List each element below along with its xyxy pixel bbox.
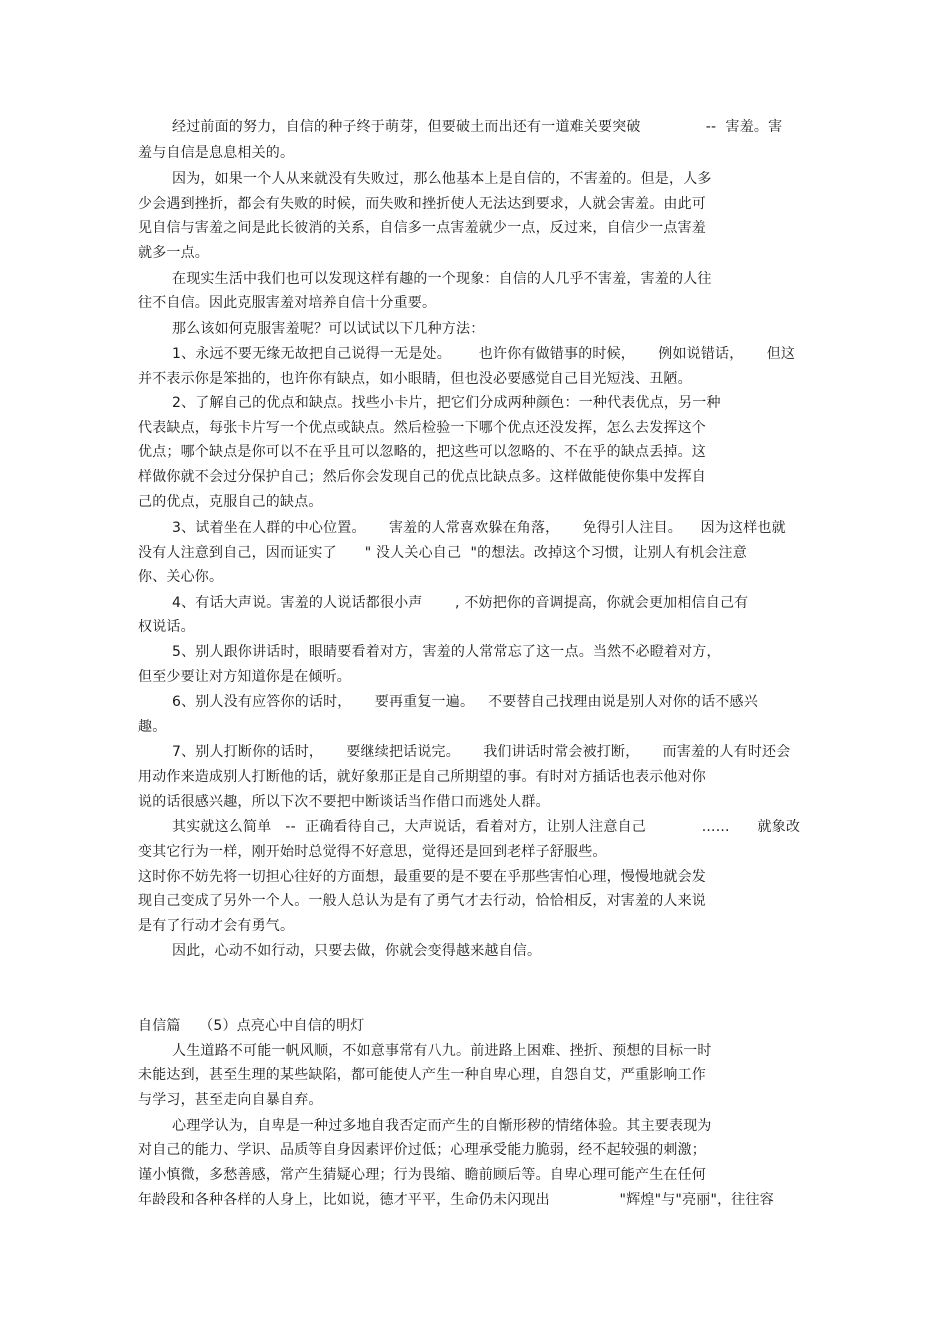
text-line: 你、关心你。 — [138, 569, 224, 585]
text-line: 变其它行为一样，刚开始时总觉得不好意思，觉得还是回到老样子舒服些。 — [138, 844, 607, 860]
text-line: 4、有话大声说。害羞的人说话都很小声 , 不妨把你的音调提高，你就会更加相信自己有 — [172, 595, 749, 611]
text-line: 1、永远不要无缘无故把自己说得一无是处。 也许你有做错事的时候， 例如说错话， 但这 — [172, 346, 796, 362]
text-line: 那么该如何克服害羞呢？可以试试以下几种方法： — [172, 321, 485, 337]
text-line: 7、别人打断你的话时， 要继续把话说完。 我们讲话时常会被打断， 而害羞的人有时还会 — [172, 744, 791, 760]
text-line: 2、了解自己的优点和缺点。找些小卡片，把它们分成两种颜色：一种代表优点，另一种 — [172, 395, 721, 411]
text-line: 是有了行动才会有勇气。 — [138, 918, 295, 934]
text-line: 就多一点。 — [138, 245, 209, 261]
text-line: 往不自信。因此克服害羞对培养自信十分重要。 — [138, 295, 437, 311]
text-line: 心理学认为，自卑是一种过多地自我否定而产生的自惭形秽的情绪体验。其主要表现为 — [172, 1118, 712, 1134]
text-line: 说的话很感兴趣，所以下次不要把中断谈话当作借口而逃处人群。 — [138, 794, 550, 810]
text-line: 样做你就不会过分保护自己；然后你会发现自己的优点比缺点多。这样做能使你集中发挥自 — [138, 469, 706, 485]
text-line: 用动作来造成别人打断他的话，就好象那正是自己所期望的事。有时对方插话也表示他对你 — [138, 769, 706, 785]
text-line: 优点；哪个缺点是你可以不在乎且可以忽略的，把这些可以忽略的、不在乎的缺点丢掉。这 — [138, 444, 706, 460]
text-line: 趣。 — [138, 719, 167, 735]
text-line: 并不表示你是笨拙的，也许你有缺点，如小眼睛，但也没必要感觉自己目光短浅、丑陋。 — [138, 371, 692, 387]
text-line: 3、试着坐在人群的中心位置。 害羞的人常喜欢躲在角落， 免得引人注目。 因为这样也就 — [172, 520, 786, 536]
text-line: 见自信与害羞之间是此长彼消的关系，自信多一点害羞就少一点，反过来，自信少一点害羞 — [138, 220, 706, 236]
text-line: 己的优点，克服自己的缺点。 — [138, 494, 323, 510]
text-line: 6、别人没有应答你的话时， 要再重复一遍。 不要替自己找理由说是别人对你的话不感兴 — [172, 694, 758, 710]
text-line: 羞与自信是息息相关的。 — [138, 145, 295, 161]
text-line: 对自己的能力、学识、品质等自身因素评价过低；心理承受能力脆弱，经不起较强的刺激； — [138, 1142, 706, 1158]
text-line: 人生道路不可能一帆风顺，不如意事常有八九。前进路上困难、挫折、预想的目标一时 — [172, 1043, 712, 1059]
section-heading: 自信篇 （5）点亮心中自信的明灯 — [138, 1018, 365, 1034]
text-line: 但至少要让对方知道你是在倾听。 — [138, 669, 351, 685]
text-line: 其实就这么简单 -- 正确看待自己，大声说话，看着对方，让别人注意自己 ...... 就象改 — [172, 819, 801, 835]
text-line: 代表缺点，每张卡片写一个优点或缺点。然后检验一下哪个优点还没发挥，怎么去发挥这个 — [138, 420, 706, 436]
text-line: 年龄段和各种各样的人身上，比如说，德才平平，生命仍未闪现出 "辉煌"与"亮丽"，往往容 — [138, 1192, 774, 1208]
text-line: 这时你不妨先将一切担心往好的方面想，最重要的是不要在乎那些害怕心理，慢慢地就会发 — [138, 869, 706, 885]
text-line: 在现实生活中我们也可以发现这样有趣的一个现象：自信的人几乎不害羞，害羞的人往 — [172, 271, 712, 287]
text-line: 谨小慎微，多愁善感，常产生猜疑心理；行为畏缩、瞻前顾后等。自卑心理可能产生在任何 — [138, 1167, 706, 1183]
text-line: 因为，如果一个人从来就没有失败过，那么他基本上是自信的，不害羞的。但是，人多 — [172, 171, 712, 187]
text-line: 5、别人跟你讲话时，眼睛要看着对方，害羞的人常常忘了这一点。当然不必瞪着对方， — [172, 644, 721, 660]
text-line: 少会遇到挫折，都会有失败的时候，而失败和挫折使人无法达到要求，人就会害羞。由此可 — [138, 196, 706, 212]
text-line: 因此，心动不如行动，只要去做，你就会变得越来越自信。 — [172, 943, 542, 959]
text-line: 没有人注意到自己，因而证实了 " 没人关心自己 "的想法。改掉这个习惯，让别人有机会注意 — [138, 545, 747, 561]
text-line: 现自己变成了另外一个人。一般人总认为是有了勇气才去行动，恰恰相反，对害羞的人来说 — [138, 893, 706, 909]
text-line: 经过前面的努力，自信的种子终于萌芽，但要破土而出还有一道难关要突破 -- 害羞。害 — [172, 119, 783, 135]
text-line: 与学习，甚至走向自暴自弃。 — [138, 1092, 323, 1108]
text-line: 未能达到，甚至生理的某些缺陷，都可能使人产生一种自卑心理，自怨自艾，严重影响工作 — [138, 1067, 706, 1083]
text-line: 权说话。 — [138, 619, 195, 635]
